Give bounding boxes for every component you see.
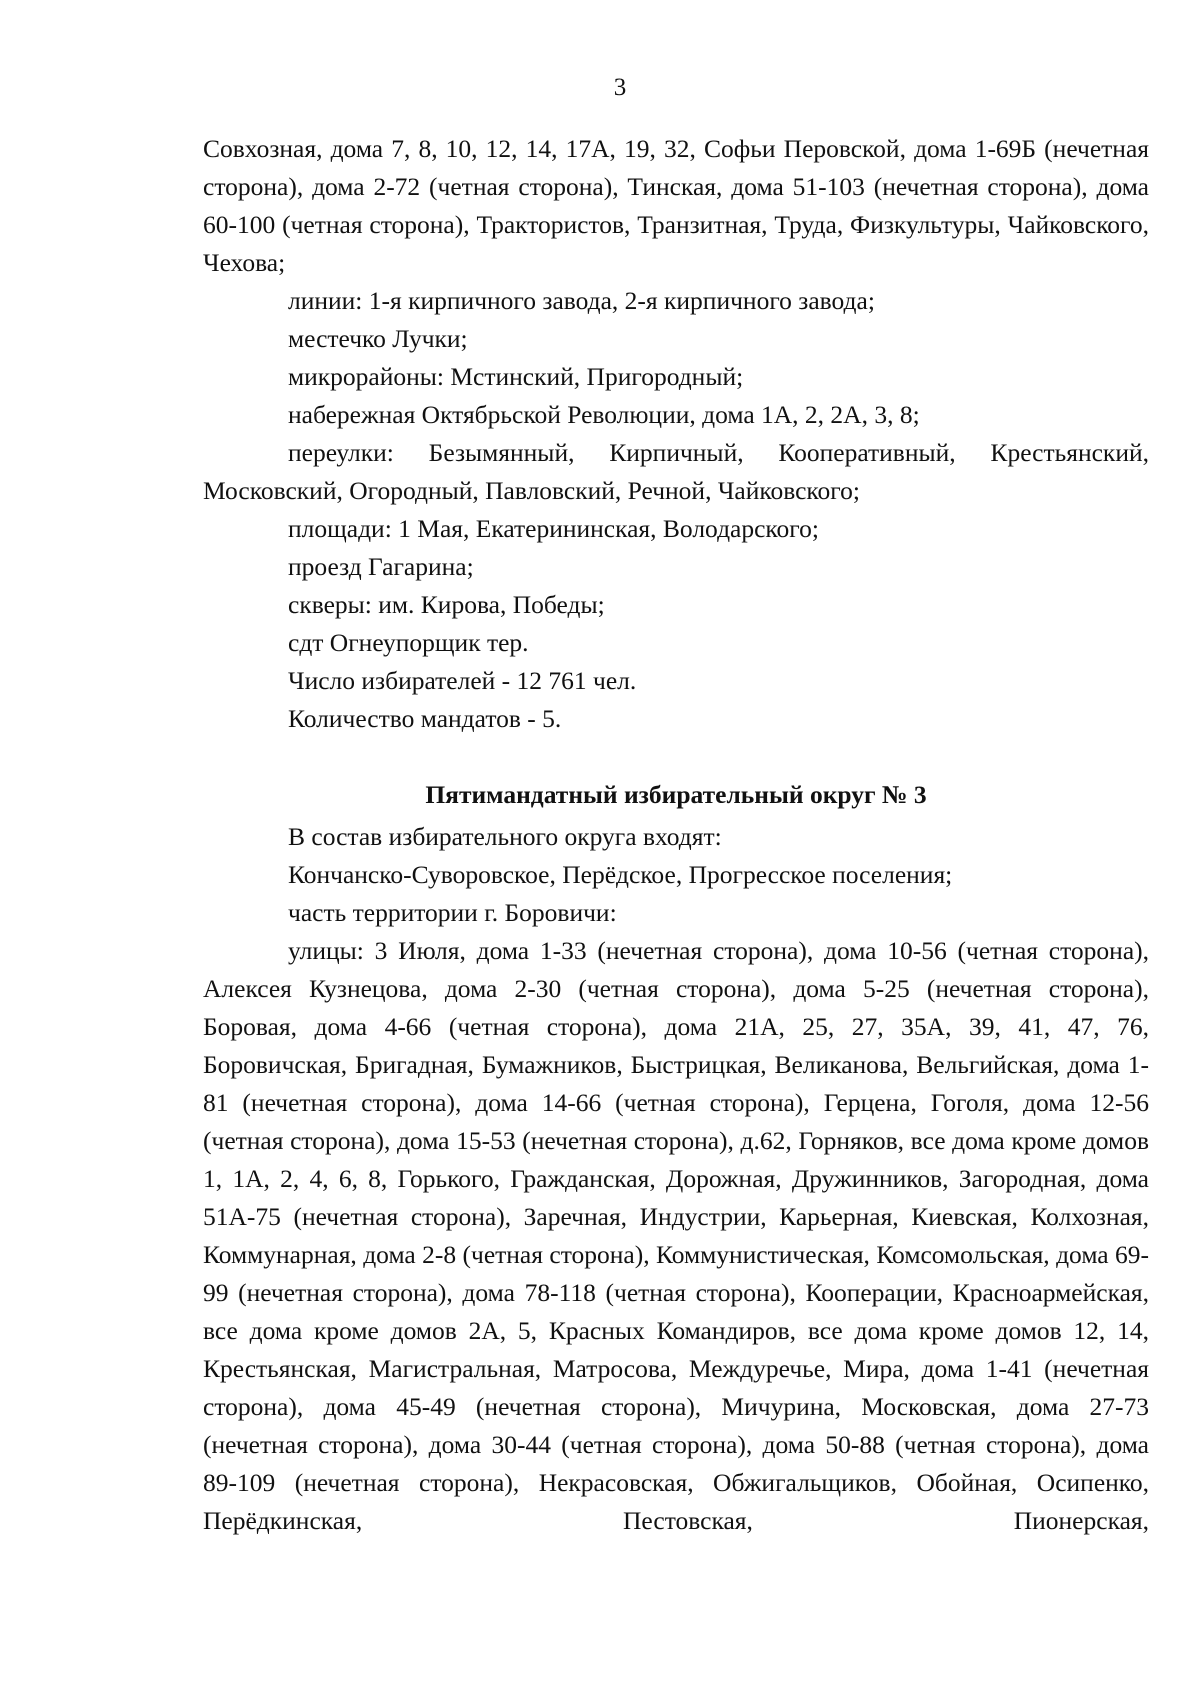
paragraph-public-gardens: скверы: им. Кирова, Победы;	[288, 590, 605, 619]
paragraph-microdistricts: микрорайоны: Мстинский, Пригородный;	[288, 362, 744, 391]
paragraph-embankment: набережная Октябрьской Революции, дома 1А, 2, 2А, 3, 8;	[288, 400, 920, 429]
paragraph-lanes: переулки: Безымянный, Кирпичный, Кооперативный, Крестьянский, Московский, Огородный, Павловский, Речной, Чайковского;	[203, 438, 1149, 505]
district-heading: Пятимандатный избирательный округ № 3	[425, 780, 927, 809]
document-body	[203, 130, 1149, 1540]
page-number: 3	[613, 74, 627, 101]
paragraph-mandate-count: Количество мандатов - 5.	[288, 704, 562, 733]
paragraph-city-part: часть территории г. Боровичи:	[288, 898, 617, 927]
paragraph-garden-society: сдт Огнеупорщик тер.	[288, 628, 529, 657]
paragraph-mestechko: местечко Лучки;	[288, 324, 468, 353]
paragraph-squares: площади: 1 Мая, Екатерининская, Володарского;	[288, 514, 819, 543]
paragraph-lines: линии: 1-я кирпичного завода, 2-я кирпичного завода;	[288, 286, 875, 315]
paragraph-passage: проезд Гагарина;	[288, 552, 474, 581]
paragraph-streets-continued: Совхозная, дома 7, 8, 10, 12, 14, 17А, 19, 32, Софьи Перовской, дома 1-69Б (нечетная сторона), дома 2-72 (четная сторона), Тинская, дома 51-103 (нечетная сторона), дома 60-100 (четная сторона), Трактористов, Транзитная, Труда, Физкультуры, Чайковского, Чехова;	[203, 134, 1149, 277]
paragraph-voter-count: Число избирателей - 12 761 чел.	[288, 666, 637, 695]
paragraph-district-composition: В состав избирательного округа входят:	[288, 822, 722, 851]
paragraph-streets: улицы: 3 Июля, дома 1-33 (нечетная сторона), дома 10-56 (четная сторона), Алексея Кузнецова, дома 2-30 (четная сторона), дома 5-25 (нечетная сторона), Боровая, дома 4-66 (четная сторона), дома 21А, 25, 27, 35А, 39, 41, 47, 76, Боровичская, Бригадная, Бумажников, Быстрицкая, Великанова, Вельгийская, дома 1-81 (нечетная сторона), дома 14-66 (четная сторона), Герцена, Гоголя, дома 12-56 (четная сторона), дома 15-53 (нечетная сторона), д.62, Горняков, все дома кроме домов 1, 1А, 2, 4, 6, 8, Горького, Гражданская, Дорожная, Дружинников, Загородная, дома 51А-75 (нечетная сторона), Заречная, Индустрии, Карьерная, Киевская, Колхозная, Коммунарная, дома 2-8 (четная сторона), Коммунистическая, Комсомольская, дома 69-99 (нечетная сторона), дома 78-118 (четная сторона), Кооперации, Красноармейская, все дома кроме домов 2А, 5, Красных Командиров, все дома кроме домов 12, 14, Крестьянская, Магистральная, Матросова, Междуречье, Мира, дома 1-41 (нечетная сторона), дома 45-49 (нечетная сторона), Мичурина, Московская, дома 27-73 (нечетная сторона), дома 30-44 (четная сторона), дома 50-88 (четная сторона), дома 89-109 (нечетная сторона), Некрасовская, Обжигальщиков, Обойная, Осипенко, Перёдкинская, Пестовская, Пионерская,	[203, 936, 1149, 1535]
paragraph-settlements: Кончанско-Суворовское, Перёдское, Прогресское поселения;	[288, 860, 953, 889]
